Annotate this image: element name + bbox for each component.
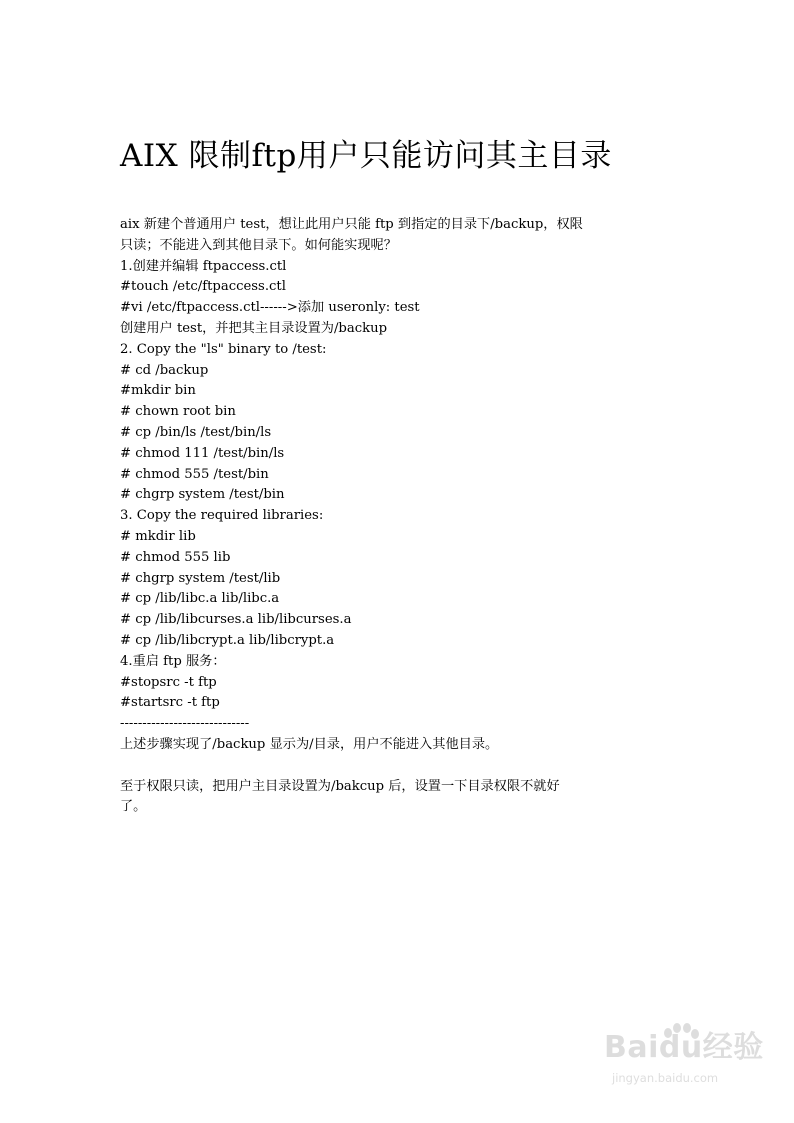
text-line: 1.创建并编辑 ftpaccess.ctl xyxy=(120,258,287,274)
text-line: # chmod 111 /test/bin/ls xyxy=(120,445,285,461)
text-line: 2. Copy the "ls" binary to /test: xyxy=(120,341,327,357)
page-title: AIX 限制ftp用户只能访问其主目录 xyxy=(120,138,612,174)
text-line: # chgrp system /test/lib xyxy=(120,570,281,586)
text-line: 了。 xyxy=(120,799,147,815)
text-line: # cp /lib/libcurses.a lib/libcurses.a xyxy=(120,612,352,628)
text-line: # cp /bin/ls /test/bin/ls xyxy=(120,424,272,440)
text-line: # cd /backup xyxy=(120,362,209,378)
text-line: ----------------------------- xyxy=(120,716,250,732)
text-line: 至于权限只读，把用户主目录设置为/bakcup 后，设置一下目录权限不就好 xyxy=(120,778,560,794)
text-line: 上述步骤实现了/backup 显示为/目录，用户不能进入其他目录。 xyxy=(120,736,499,752)
text-line: # mkdir lib xyxy=(120,528,196,544)
text-line: #stopsrc -t ftp xyxy=(120,674,217,690)
text-line: #startsrc -t ftp xyxy=(120,695,220,711)
text-line: 只读；不能进入到其他目录下。如何能实现呢？ xyxy=(120,237,397,253)
text-line: 创建用户 test，并把其主目录设置为/backup xyxy=(120,320,388,336)
text-line: # cp /lib/libc.a lib/libc.a xyxy=(120,591,280,607)
watermark-url: jingyan.baidu.com xyxy=(612,1071,719,1085)
text-line: #touch /etc/ftpaccess.ctl xyxy=(120,279,286,295)
text-line: #vi /etc/ftpaccess.ctl------>添加 useronly: test xyxy=(120,300,420,316)
text-line: aix 新建个普通用户 test，想让此用户只能 ftp 到指定的目录下/backup，权限 xyxy=(120,217,583,232)
baidu-jingyan-watermark xyxy=(604,1029,764,1095)
text-line: # chown root bin xyxy=(120,404,236,420)
text-line: # chgrp system /test/bin xyxy=(120,487,285,503)
text-line: 3. Copy the required libraries: xyxy=(120,508,324,524)
text-line: 4.重启 ftp 服务： xyxy=(120,653,226,669)
text-line: # chmod 555 lib xyxy=(120,549,231,565)
document-body xyxy=(120,215,700,818)
text-line: # chmod 555 /test/bin xyxy=(120,466,269,482)
text-line: #mkdir bin xyxy=(120,383,196,399)
text-line: # cp /lib/libcrypt.a lib/libcrypt.a xyxy=(120,632,335,648)
watermark-logo: Baidu经验 xyxy=(604,1030,764,1065)
blank-line xyxy=(120,756,700,777)
